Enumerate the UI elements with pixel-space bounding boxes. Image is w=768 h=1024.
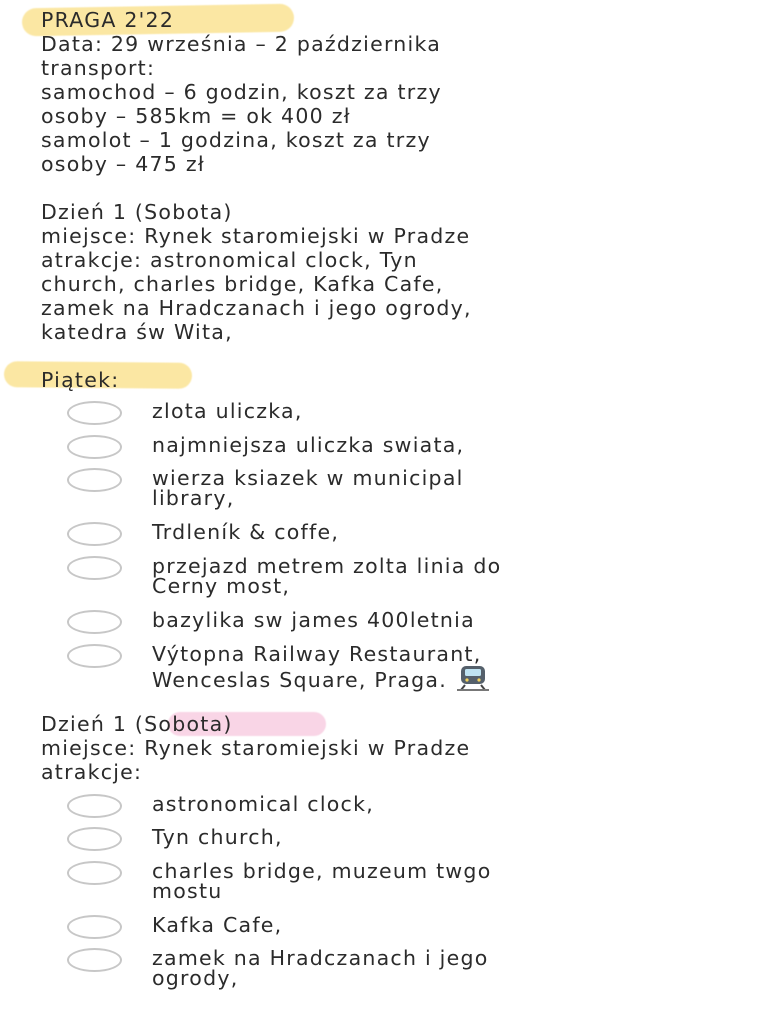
day1-attractions-2: church, charles bridge, Kafka Cafe, <box>41 272 444 296</box>
item-text: library, <box>152 486 235 510</box>
day1-attractions-3: zamek na Hradczanach i jego ogrody, <box>41 296 472 320</box>
checkbox[interactable] <box>67 948 122 972</box>
item-text: Wenceslas Square, Praga. <box>152 668 447 692</box>
day1b-heading-prefix: Dzień 1 <box>41 712 135 736</box>
day1b-place: miejsce: Rynek staromiejski w Pradze <box>41 736 471 760</box>
item-text: zamek na Hradczanach i jego <box>152 946 489 970</box>
day1-attractions-1: atrakcje: astronomical clock, Tyn <box>41 248 418 272</box>
item-text: bazylika sw james 400letnia <box>152 608 475 632</box>
item-text: wierza ksiazek w municipal <box>152 466 464 490</box>
plane-line-1: samolot – 1 godzina, koszt za trzy <box>41 128 431 152</box>
page-title: PRAGA 2'22 <box>41 8 175 32</box>
checkbox[interactable] <box>67 401 122 425</box>
checkbox[interactable] <box>67 915 122 939</box>
item-text: ogrody, <box>152 966 239 990</box>
item-text: mostu <box>152 879 223 903</box>
checkbox[interactable] <box>67 794 122 818</box>
checkbox[interactable] <box>67 435 122 459</box>
checkbox[interactable] <box>67 522 122 546</box>
day1-attractions-4: katedra św Wita, <box>41 320 233 344</box>
item-text: Výtopna Railway Restaurant, <box>152 642 482 666</box>
car-line-2: osoby – 585km = ok 400 zł <box>41 104 351 128</box>
plane-line-2: osoby – 475 zł <box>41 152 205 176</box>
item-text-with-icon <box>152 664 493 692</box>
item-text: Kafka Cafe, <box>152 913 283 937</box>
checkbox[interactable] <box>67 644 122 668</box>
day1b-heading <box>41 712 233 736</box>
item-text: zlota uliczka, <box>152 399 303 423</box>
checkbox[interactable] <box>67 861 122 885</box>
day1-place: miejsce: Rynek staromiejski w Pradze <box>41 224 471 248</box>
item-text: Trdleník & coffe, <box>152 520 340 544</box>
train-icon <box>453 664 493 692</box>
item-text: Tyn church, <box>152 825 283 849</box>
checkbox[interactable] <box>67 556 122 580</box>
item-text: charles bridge, muzeum twgo <box>152 859 492 883</box>
item-text: przejazd metrem zolta linia do <box>152 554 502 578</box>
checkbox[interactable] <box>67 827 122 851</box>
day1-heading: Dzień 1 (Sobota) <box>41 200 233 224</box>
day1b-heading-highlight: (Sobota) <box>134 712 233 736</box>
item-text: Cerny most, <box>152 574 291 598</box>
date-line: Data: 29 września – 2 października <box>41 32 442 56</box>
checkbox[interactable] <box>67 468 122 492</box>
friday-heading: Piątek: <box>41 368 120 392</box>
car-line-1: samochod – 6 godzin, koszt za trzy <box>41 80 442 104</box>
item-text: najmniejsza uliczka swiata, <box>152 433 465 457</box>
transport-label: transport: <box>41 56 156 80</box>
checkbox[interactable] <box>67 610 122 634</box>
item-text: astronomical clock, <box>152 792 374 816</box>
day1b-attractions-label: atrakcje: <box>41 760 143 784</box>
